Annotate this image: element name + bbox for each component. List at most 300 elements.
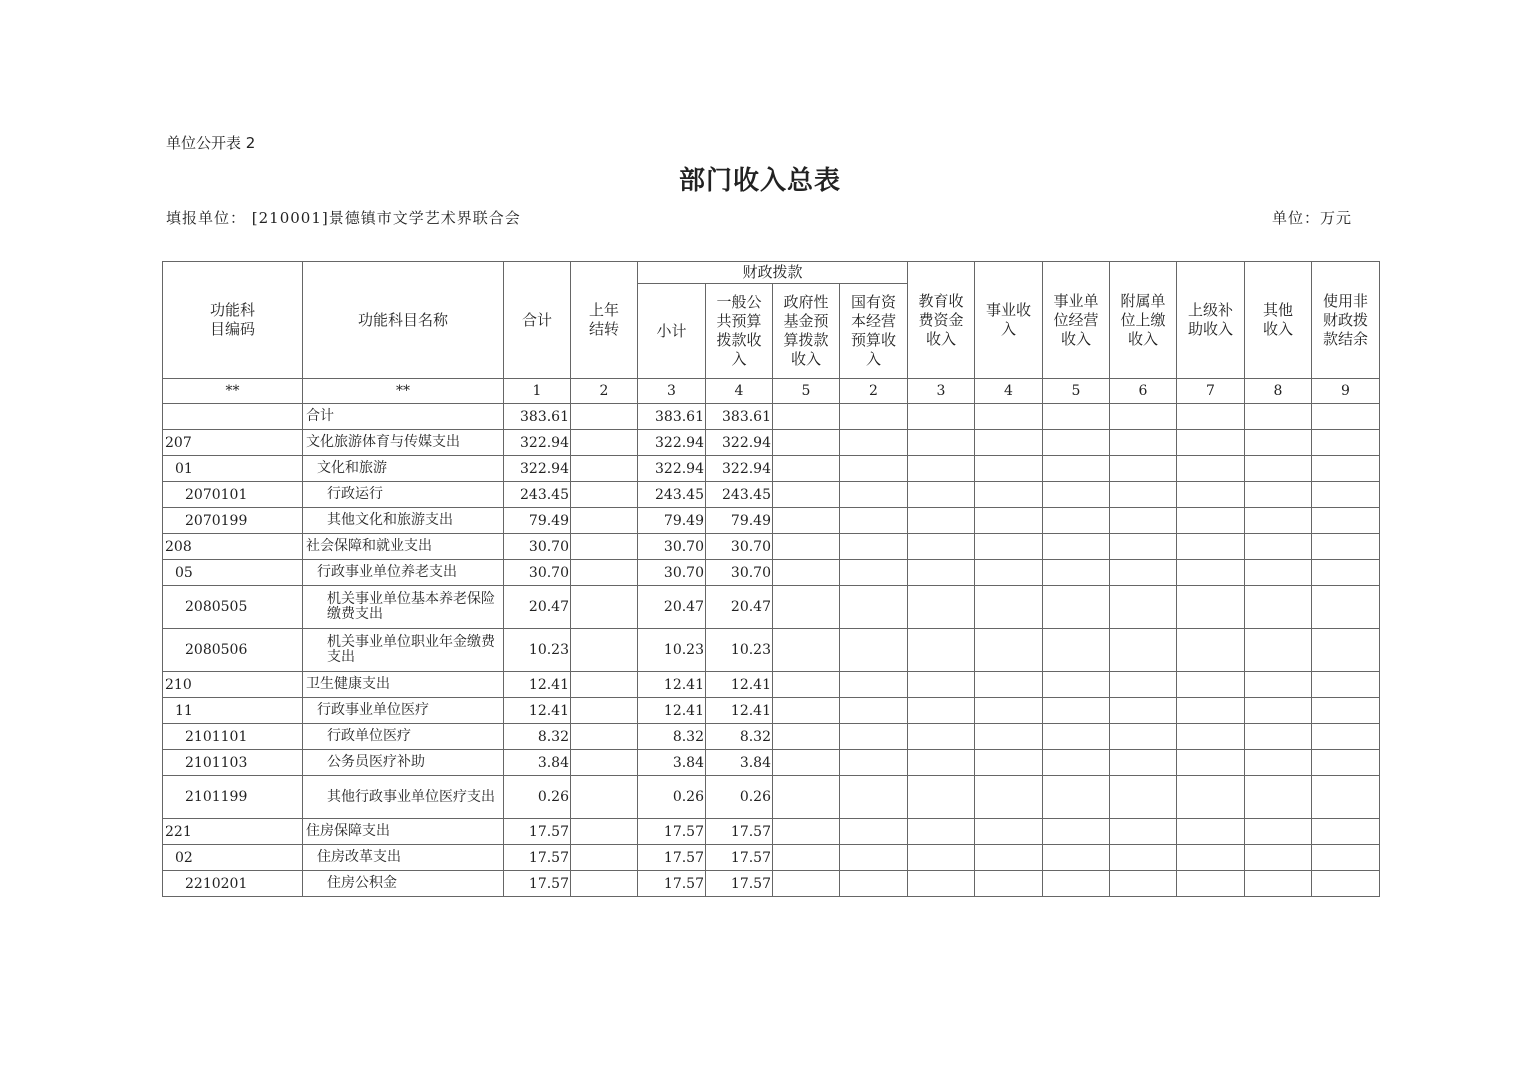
empty-cell	[1245, 404, 1312, 430]
empty-cell	[1177, 560, 1245, 586]
total-cell: 383.61	[504, 404, 571, 430]
empty-cell	[1245, 482, 1312, 508]
table-row	[163, 456, 1380, 482]
empty-cell	[1177, 404, 1245, 430]
header-total: 合计	[504, 262, 571, 379]
empty-cell	[1312, 482, 1380, 508]
index-cell: 5	[773, 379, 840, 404]
total-cell: 17.57	[504, 819, 571, 845]
header-subtotal: 小计	[638, 284, 706, 379]
general-budget-cell: 12.41	[706, 672, 773, 698]
empty-cell	[1043, 508, 1110, 534]
empty-cell	[773, 750, 840, 776]
table-row	[163, 482, 1380, 508]
general-budget-cell: 17.57	[706, 845, 773, 871]
subtotal-cell: 79.49	[638, 508, 706, 534]
subtotal-cell: 10.23	[638, 629, 706, 672]
empty-cell	[1043, 672, 1110, 698]
empty-cell	[975, 819, 1043, 845]
empty-cell	[1110, 819, 1177, 845]
carryover-cell	[571, 750, 638, 776]
empty-cell	[1043, 724, 1110, 750]
empty-cell	[1043, 750, 1110, 776]
empty-cell	[908, 871, 975, 897]
empty-cell	[1177, 534, 1245, 560]
table-row	[163, 724, 1380, 750]
table-row	[163, 508, 1380, 534]
code-cell: 2101101	[163, 724, 303, 750]
general-budget-cell: 17.57	[706, 871, 773, 897]
name-cell: 其他文化和旅游支出	[303, 508, 504, 534]
code-cell: 221	[163, 819, 303, 845]
empty-cell	[1177, 776, 1245, 819]
empty-cell	[1312, 871, 1380, 897]
empty-cell	[908, 508, 975, 534]
index-cell: 8	[1245, 379, 1312, 404]
total-cell: 3.84	[504, 750, 571, 776]
header-carryover: 上年 结转	[571, 262, 638, 379]
empty-cell	[1312, 819, 1380, 845]
index-cell: 7	[1177, 379, 1245, 404]
general-budget-cell: 10.23	[706, 629, 773, 672]
general-budget-cell: 322.94	[706, 430, 773, 456]
empty-cell	[1043, 819, 1110, 845]
empty-cell	[840, 698, 908, 724]
general-budget-cell: 12.41	[706, 698, 773, 724]
carryover-cell	[571, 456, 638, 482]
header-code: 功能科 目编码	[163, 262, 303, 379]
empty-cell	[773, 845, 840, 871]
header-superior-subsidy: 上级补 助收入	[1177, 262, 1245, 379]
header-gov-fund: 政府性 基金预 算拨款 收入	[773, 284, 840, 379]
empty-cell	[1043, 404, 1110, 430]
reporting-unit: 填报单位： [210001]景德镇市文学艺术界联合会	[166, 209, 521, 227]
empty-cell	[908, 482, 975, 508]
carryover-cell	[571, 560, 638, 586]
general-budget-cell: 20.47	[706, 586, 773, 629]
index-cell: 2	[840, 379, 908, 404]
empty-cell	[1110, 845, 1177, 871]
empty-cell	[773, 586, 840, 629]
empty-cell	[1312, 629, 1380, 672]
header-affiliate: 附属单 位上缴 收入	[1110, 262, 1177, 379]
total-cell: 20.47	[504, 586, 571, 629]
carryover-cell	[571, 404, 638, 430]
empty-cell	[773, 534, 840, 560]
empty-cell	[1110, 750, 1177, 776]
total-cell: 10.23	[504, 629, 571, 672]
empty-cell	[1110, 698, 1177, 724]
subtotal-cell: 12.41	[638, 672, 706, 698]
index-cell: 4	[975, 379, 1043, 404]
empty-cell	[1110, 776, 1177, 819]
index-cell: 6	[1110, 379, 1177, 404]
code-cell: 2070199	[163, 508, 303, 534]
code-cell: 2101199	[163, 776, 303, 819]
empty-cell	[840, 845, 908, 871]
table-row	[163, 776, 1380, 819]
empty-cell	[1312, 456, 1380, 482]
empty-cell	[1177, 698, 1245, 724]
empty-cell	[975, 430, 1043, 456]
empty-cell	[840, 819, 908, 845]
empty-cell	[773, 629, 840, 672]
code-cell: 210	[163, 672, 303, 698]
empty-cell	[1110, 534, 1177, 560]
table-row	[163, 871, 1380, 897]
empty-cell	[1245, 508, 1312, 534]
empty-cell	[1312, 672, 1380, 698]
subtotal-cell: 30.70	[638, 560, 706, 586]
empty-cell	[840, 672, 908, 698]
subtotal-cell: 3.84	[638, 750, 706, 776]
empty-cell	[1177, 871, 1245, 897]
header-general-budget: 一般公 共预算 拨款收 入	[706, 284, 773, 379]
empty-cell	[1043, 586, 1110, 629]
empty-cell	[773, 430, 840, 456]
empty-cell	[975, 586, 1043, 629]
page-title: 部门收入总表	[678, 166, 841, 196]
carryover-cell	[571, 482, 638, 508]
name-cell: 社会保障和就业支出	[303, 534, 504, 560]
empty-cell	[1110, 871, 1177, 897]
empty-cell	[975, 534, 1043, 560]
empty-cell	[840, 482, 908, 508]
index-cell: 5	[1043, 379, 1110, 404]
empty-cell	[1177, 430, 1245, 456]
name-cell: 行政单位医疗	[303, 724, 504, 750]
empty-cell	[1110, 430, 1177, 456]
header-name: 功能科目名称	[303, 262, 504, 379]
empty-cell	[773, 698, 840, 724]
name-cell: 机关事业单位职业年金缴费支出	[303, 629, 504, 672]
empty-cell	[840, 776, 908, 819]
empty-cell	[773, 776, 840, 819]
empty-cell	[908, 586, 975, 629]
empty-cell	[1043, 629, 1110, 672]
empty-cell	[975, 508, 1043, 534]
general-budget-cell: 3.84	[706, 750, 773, 776]
empty-cell	[975, 871, 1043, 897]
empty-cell	[1245, 430, 1312, 456]
empty-cell	[773, 560, 840, 586]
empty-cell	[1245, 672, 1312, 698]
code-cell: 2101103	[163, 750, 303, 776]
code-cell: 05	[163, 560, 303, 586]
empty-cell	[1177, 482, 1245, 508]
empty-cell	[1110, 629, 1177, 672]
empty-cell	[975, 845, 1043, 871]
total-cell: 322.94	[504, 430, 571, 456]
empty-cell	[908, 430, 975, 456]
code-cell: 208	[163, 534, 303, 560]
empty-cell	[1110, 560, 1177, 586]
name-cell: 行政运行	[303, 482, 504, 508]
empty-cell	[1043, 776, 1110, 819]
carryover-cell	[571, 871, 638, 897]
total-cell: 17.57	[504, 845, 571, 871]
carryover-cell	[571, 672, 638, 698]
empty-cell	[840, 560, 908, 586]
empty-cell	[975, 560, 1043, 586]
empty-cell	[840, 404, 908, 430]
table-row	[163, 819, 1380, 845]
header-business-operation: 事业单 位经营 收入	[1043, 262, 1110, 379]
total-cell: 322.94	[504, 456, 571, 482]
total-cell: 17.57	[504, 871, 571, 897]
carryover-cell	[571, 586, 638, 629]
code-cell: 2080506	[163, 629, 303, 672]
subtotal-cell: 30.70	[638, 534, 706, 560]
general-budget-cell: 383.61	[706, 404, 773, 430]
empty-cell	[840, 456, 908, 482]
form-number: 单位公开表 2	[166, 134, 256, 152]
empty-cell	[773, 724, 840, 750]
empty-cell	[773, 871, 840, 897]
subtotal-cell: 17.57	[638, 871, 706, 897]
name-cell: 卫生健康支出	[303, 672, 504, 698]
code-cell: 02	[163, 845, 303, 871]
empty-cell	[1245, 724, 1312, 750]
empty-cell	[1312, 430, 1380, 456]
empty-cell	[773, 456, 840, 482]
name-cell: 住房公积金	[303, 871, 504, 897]
empty-cell	[773, 404, 840, 430]
name-cell: 其他行政事业单位医疗支出	[303, 776, 504, 819]
carryover-cell	[571, 776, 638, 819]
empty-cell	[840, 871, 908, 897]
empty-cell	[1245, 698, 1312, 724]
index-cell: **	[163, 379, 303, 404]
empty-cell	[1245, 776, 1312, 819]
empty-cell	[908, 698, 975, 724]
general-budget-cell: 79.49	[706, 508, 773, 534]
index-cell: 1	[504, 379, 571, 404]
table-row	[163, 560, 1380, 586]
empty-cell	[1245, 629, 1312, 672]
empty-cell	[1312, 534, 1380, 560]
empty-cell	[908, 456, 975, 482]
table-row	[163, 845, 1380, 871]
header-edu-fee: 教育收 费资金 收入	[908, 262, 975, 379]
empty-cell	[1177, 508, 1245, 534]
empty-cell	[908, 629, 975, 672]
empty-cell	[1312, 845, 1380, 871]
empty-cell	[840, 534, 908, 560]
empty-cell	[1245, 586, 1312, 629]
empty-cell	[840, 430, 908, 456]
code-cell: 207	[163, 430, 303, 456]
empty-cell	[1177, 819, 1245, 845]
empty-cell	[1245, 750, 1312, 776]
carryover-cell	[571, 508, 638, 534]
header-nonfiscal-balance: 使用非 财政拨 款结余	[1312, 262, 1380, 379]
empty-cell	[975, 724, 1043, 750]
subtotal-cell: 322.94	[638, 456, 706, 482]
subtotal-cell: 8.32	[638, 724, 706, 750]
subtotal-cell: 0.26	[638, 776, 706, 819]
index-cell: 4	[706, 379, 773, 404]
empty-cell	[1245, 456, 1312, 482]
subtotal-cell: 322.94	[638, 430, 706, 456]
empty-cell	[1312, 404, 1380, 430]
total-cell: 79.49	[504, 508, 571, 534]
table-row	[163, 629, 1380, 672]
empty-cell	[1312, 750, 1380, 776]
total-cell: 0.26	[504, 776, 571, 819]
empty-cell	[773, 819, 840, 845]
empty-cell	[1110, 672, 1177, 698]
general-budget-cell: 8.32	[706, 724, 773, 750]
currency-unit: 单位：万元	[1272, 209, 1353, 227]
carryover-cell	[571, 534, 638, 560]
subtotal-cell: 383.61	[638, 404, 706, 430]
code-cell: 11	[163, 698, 303, 724]
empty-cell	[1177, 629, 1245, 672]
table-row	[163, 672, 1380, 698]
empty-cell	[975, 404, 1043, 430]
empty-cell	[975, 776, 1043, 819]
empty-cell	[975, 456, 1043, 482]
table-row	[163, 534, 1380, 560]
empty-cell	[1043, 560, 1110, 586]
carryover-cell	[571, 845, 638, 871]
empty-cell	[1177, 456, 1245, 482]
general-budget-cell: 243.45	[706, 482, 773, 508]
table-row	[163, 430, 1380, 456]
header-other-income: 其他 收入	[1245, 262, 1312, 379]
empty-cell	[1245, 534, 1312, 560]
empty-cell	[1177, 672, 1245, 698]
header-state-capital: 国有资 本经营 预算收 入	[840, 284, 908, 379]
empty-cell	[1110, 404, 1177, 430]
empty-cell	[1177, 845, 1245, 871]
empty-cell	[975, 698, 1043, 724]
empty-cell	[1043, 871, 1110, 897]
income-summary-table	[162, 261, 1380, 897]
name-cell: 文化旅游体育与传媒支出	[303, 430, 504, 456]
general-budget-cell: 30.70	[706, 560, 773, 586]
empty-cell	[840, 586, 908, 629]
empty-cell	[1043, 698, 1110, 724]
empty-cell	[1043, 534, 1110, 560]
empty-cell	[975, 750, 1043, 776]
code-cell: 2210201	[163, 871, 303, 897]
total-cell: 243.45	[504, 482, 571, 508]
general-budget-cell: 30.70	[706, 534, 773, 560]
empty-cell	[1177, 586, 1245, 629]
name-cell: 公务员医疗补助	[303, 750, 504, 776]
index-cell: **	[303, 379, 504, 404]
header-business-income: 事业收 入	[975, 262, 1043, 379]
empty-cell	[1245, 871, 1312, 897]
empty-cell	[1312, 724, 1380, 750]
subtotal-cell: 12.41	[638, 698, 706, 724]
empty-cell	[1312, 508, 1380, 534]
index-cell: 9	[1312, 379, 1380, 404]
empty-cell	[1245, 845, 1312, 871]
empty-cell	[1177, 750, 1245, 776]
total-cell: 12.41	[504, 698, 571, 724]
empty-cell	[1245, 560, 1312, 586]
empty-cell	[1043, 845, 1110, 871]
table-row	[163, 698, 1380, 724]
empty-cell	[1177, 724, 1245, 750]
empty-cell	[1312, 698, 1380, 724]
empty-cell	[975, 629, 1043, 672]
empty-cell	[773, 672, 840, 698]
empty-cell	[840, 724, 908, 750]
empty-cell	[773, 508, 840, 534]
carryover-cell	[571, 629, 638, 672]
name-cell: 住房改革支出	[303, 845, 504, 871]
empty-cell	[908, 776, 975, 819]
total-cell: 12.41	[504, 672, 571, 698]
code-cell	[163, 404, 303, 430]
table-row	[163, 586, 1380, 629]
empty-cell	[840, 750, 908, 776]
empty-cell	[1043, 482, 1110, 508]
code-cell: 2080505	[163, 586, 303, 629]
general-budget-cell: 0.26	[706, 776, 773, 819]
name-cell: 行政事业单位养老支出	[303, 560, 504, 586]
general-budget-cell: 17.57	[706, 819, 773, 845]
table-body	[163, 379, 1380, 897]
empty-cell	[1110, 508, 1177, 534]
carryover-cell	[571, 698, 638, 724]
empty-cell	[1043, 430, 1110, 456]
empty-cell	[840, 629, 908, 672]
empty-cell	[1110, 724, 1177, 750]
name-cell: 行政事业单位医疗	[303, 698, 504, 724]
name-cell: 合计	[303, 404, 504, 430]
empty-cell	[908, 724, 975, 750]
index-row	[163, 379, 1380, 404]
empty-cell	[908, 672, 975, 698]
empty-cell	[908, 534, 975, 560]
empty-cell	[1312, 560, 1380, 586]
carryover-cell	[571, 819, 638, 845]
total-cell: 30.70	[504, 534, 571, 560]
empty-cell	[1110, 586, 1177, 629]
empty-cell	[1245, 819, 1312, 845]
table-row	[163, 750, 1380, 776]
empty-cell	[1110, 456, 1177, 482]
header-fiscal-group: 财政拨款	[638, 262, 908, 284]
carryover-cell	[571, 724, 638, 750]
empty-cell	[975, 482, 1043, 508]
name-cell: 机关事业单位基本养老保险缴费支出	[303, 586, 504, 629]
name-cell: 文化和旅游	[303, 456, 504, 482]
empty-cell	[1110, 482, 1177, 508]
total-cell: 30.70	[504, 560, 571, 586]
table-row	[163, 404, 1380, 430]
name-cell: 住房保障支出	[303, 819, 504, 845]
empty-cell	[1043, 456, 1110, 482]
index-cell: 3	[638, 379, 706, 404]
code-cell: 01	[163, 456, 303, 482]
empty-cell	[1312, 586, 1380, 629]
empty-cell	[1312, 776, 1380, 819]
empty-cell	[908, 819, 975, 845]
empty-cell	[773, 482, 840, 508]
total-cell: 8.32	[504, 724, 571, 750]
empty-cell	[840, 508, 908, 534]
general-budget-cell: 322.94	[706, 456, 773, 482]
empty-cell	[908, 560, 975, 586]
subtotal-cell: 20.47	[638, 586, 706, 629]
subtotal-cell: 17.57	[638, 819, 706, 845]
